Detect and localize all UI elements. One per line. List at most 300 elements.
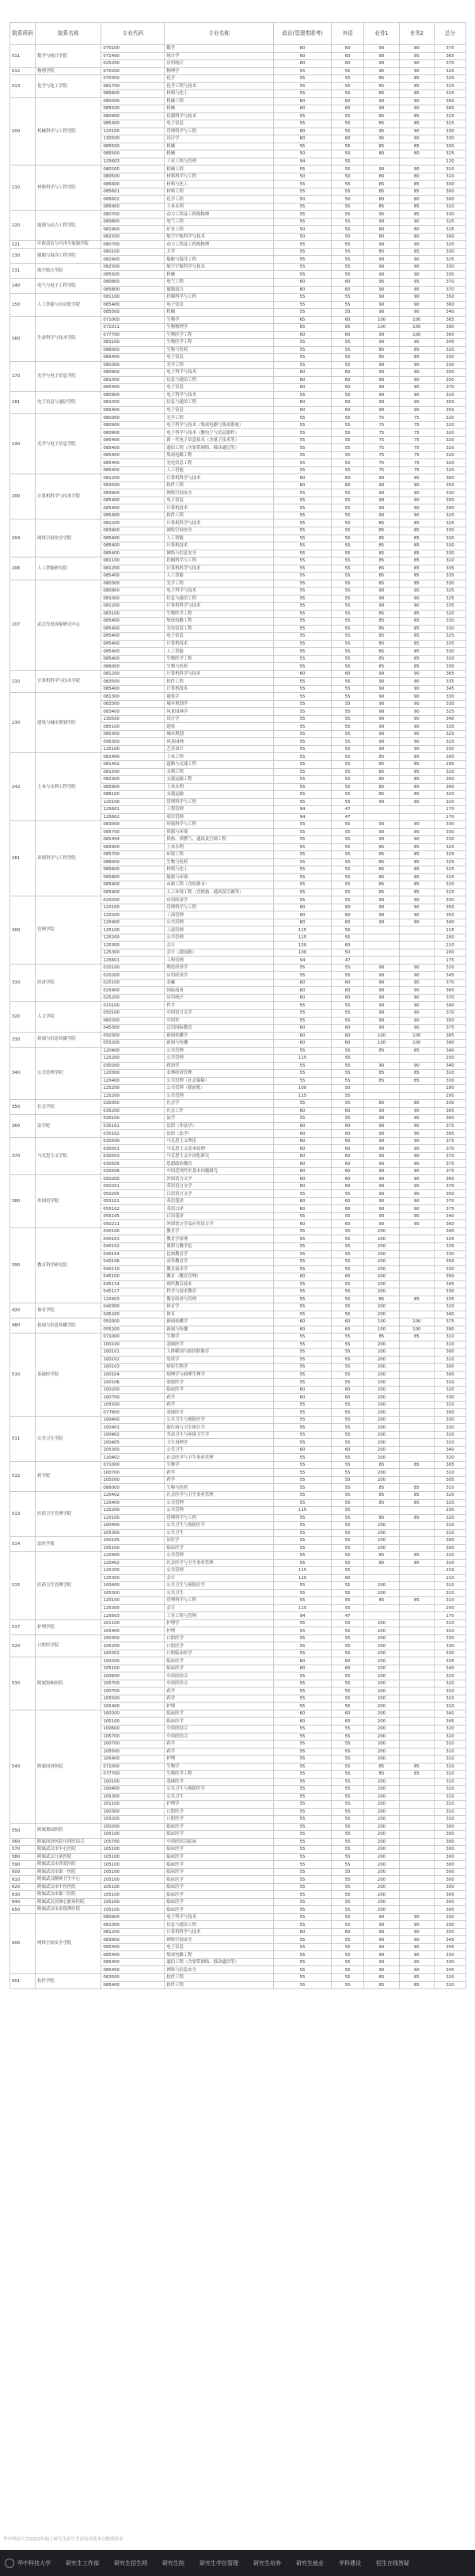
major-code-cell: 125300 bbox=[101, 942, 165, 949]
course2-cell: 100 bbox=[399, 1326, 434, 1334]
course1-cell: 200 bbox=[364, 1416, 399, 1424]
course1-cell: 200 bbox=[364, 1898, 399, 1906]
dept-code-cell: 520 bbox=[10, 1634, 36, 1657]
politics-cell: 60 bbox=[273, 376, 331, 384]
major-code-cell: 085500 bbox=[101, 105, 165, 113]
politics-cell: 55 bbox=[273, 1461, 331, 1469]
total-cell: 330 bbox=[435, 361, 466, 369]
major-code-cell: 083100 bbox=[101, 610, 165, 618]
politics-cell: 60 bbox=[273, 1040, 331, 1048]
major-name-cell: 动力工程及工程热物理 bbox=[165, 211, 274, 219]
total-cell: 310 bbox=[435, 1619, 466, 1627]
total-cell: 300 bbox=[435, 1838, 466, 1846]
course2-cell: 90 bbox=[399, 67, 434, 75]
politics-cell: 55 bbox=[273, 1741, 331, 1748]
politics-cell: 55 bbox=[273, 1891, 331, 1899]
course1-cell bbox=[364, 1567, 399, 1575]
politics-cell: 55 bbox=[273, 391, 331, 399]
course2-cell: 90 bbox=[399, 1921, 434, 1929]
major-code-cell: 030100 bbox=[101, 1115, 165, 1123]
footer-link[interactable]: 招生在线答疑 bbox=[376, 2559, 409, 2566]
foreign-lang-cell: 60 bbox=[332, 60, 364, 68]
course2-cell: 90 bbox=[399, 399, 434, 407]
major-code-cell: 050205 bbox=[101, 1190, 165, 1198]
foreign-lang-cell: 55 bbox=[332, 1529, 364, 1537]
major-code-cell: 081000 bbox=[101, 376, 165, 384]
footer-link[interactable]: 研究生院 bbox=[162, 2559, 184, 2566]
course1-cell: 200 bbox=[364, 1364, 399, 1372]
major-name-cell: 公共卫生 bbox=[165, 1793, 274, 1801]
major-name-cell: 控制科学与工程 bbox=[165, 557, 274, 565]
major-name-cell: 口腔医学 bbox=[165, 1642, 274, 1650]
foreign-lang-cell: 55 bbox=[332, 618, 364, 626]
politics-cell: 55 bbox=[273, 655, 331, 663]
major-code-cell: 105100 bbox=[101, 1718, 165, 1726]
major-code-cell: 083900 bbox=[101, 489, 165, 497]
dept-name-cell: 马克思主义学院 bbox=[36, 1137, 101, 1175]
course2-cell: 80 bbox=[399, 150, 434, 158]
major-code-cell: 125300 bbox=[101, 1604, 165, 1612]
major-name-cell: 信息与通信工程 bbox=[165, 595, 274, 603]
politics-cell: 55 bbox=[273, 836, 331, 844]
course2-cell bbox=[399, 1891, 434, 1899]
course2-cell: 85 bbox=[399, 768, 434, 776]
foreign-lang-cell: 55 bbox=[332, 821, 364, 829]
dept-name-cell: 航空航天学院 bbox=[36, 263, 101, 278]
politics-cell: 55 bbox=[273, 715, 331, 723]
dept-name-cell: 网络空间安全学院 bbox=[36, 1913, 101, 1973]
foreign-lang-cell: 55 bbox=[332, 1250, 364, 1258]
course2-cell: 85 bbox=[399, 550, 434, 557]
foreign-lang-cell: 55 bbox=[332, 1070, 364, 1078]
major-code-cell: 040104 bbox=[101, 1250, 165, 1258]
course1-cell: 90 bbox=[364, 1115, 399, 1123]
total-cell: 360 bbox=[435, 1115, 466, 1123]
foreign-lang-cell: 55 bbox=[332, 1831, 364, 1839]
course1-cell: 200 bbox=[364, 1876, 399, 1884]
major-code-cell: 105200 bbox=[101, 1816, 165, 1824]
course1-cell: 100 bbox=[364, 316, 399, 324]
course1-cell bbox=[364, 1055, 399, 1063]
major-code-cell: 025200 bbox=[101, 994, 165, 1002]
major-name-cell: 哲学 bbox=[165, 1002, 274, 1010]
politics-cell: 55 bbox=[273, 1100, 331, 1108]
total-cell: 320 bbox=[435, 1499, 466, 1507]
politics-cell: 55 bbox=[273, 1868, 331, 1876]
course1-cell: 85 bbox=[364, 565, 399, 573]
major-name-cell: 公共管理 bbox=[165, 934, 274, 942]
course1-cell: 85 bbox=[364, 610, 399, 618]
foreign-lang-cell: 60 bbox=[332, 1574, 364, 1582]
dept-code-cell: 570 bbox=[10, 1846, 36, 1854]
foreign-lang-cell: 55 bbox=[332, 1823, 364, 1831]
foreign-lang-cell: 55 bbox=[332, 512, 364, 519]
total-cell: 330 bbox=[435, 1250, 466, 1258]
course2-cell bbox=[399, 1250, 434, 1258]
course2-cell: 90 bbox=[399, 218, 434, 226]
foreign-lang-cell: 55 bbox=[332, 1974, 364, 1982]
politics-cell: 55 bbox=[273, 633, 331, 641]
total-cell: 330 bbox=[435, 354, 466, 362]
course2-cell bbox=[399, 1085, 434, 1093]
total-cell: 330 bbox=[435, 1951, 466, 1959]
table-row bbox=[10, 316, 466, 324]
dept-code-cell: 190 bbox=[10, 414, 36, 474]
politics-cell: 60 bbox=[273, 1273, 331, 1281]
course2-cell: 90 bbox=[399, 715, 434, 723]
footer-link[interactable]: 研究生就业 bbox=[296, 2559, 324, 2566]
major-code-cell: 050100 bbox=[101, 1010, 165, 1018]
course2-cell bbox=[399, 1394, 434, 1402]
table-row bbox=[10, 1868, 466, 1876]
course1-cell: 200 bbox=[364, 1853, 399, 1861]
foreign-lang-cell: 55 bbox=[332, 1642, 364, 1650]
course1-cell: 200 bbox=[364, 1431, 399, 1439]
major-code-cell: 085400 bbox=[101, 120, 165, 128]
politics-cell: 55 bbox=[273, 75, 331, 83]
course1-cell: 90 bbox=[364, 166, 399, 173]
dept-name-cell: 社会学院 bbox=[36, 1100, 101, 1115]
total-cell: 360 bbox=[435, 1220, 466, 1228]
foreign-lang-cell: 47 bbox=[332, 1612, 364, 1620]
major-code-cell: 045114 bbox=[101, 1280, 165, 1288]
course2-cell bbox=[399, 1838, 434, 1846]
politics-cell: 55 bbox=[273, 1544, 331, 1552]
course1-cell: 90 bbox=[364, 45, 399, 53]
course2-cell bbox=[399, 1672, 434, 1680]
foreign-lang-cell: 55 bbox=[332, 1695, 364, 1703]
politics-cell: 55 bbox=[273, 489, 331, 497]
politics-cell: 55 bbox=[273, 346, 331, 354]
politics-cell: 115 bbox=[273, 927, 331, 934]
dept-code-cell: 350 bbox=[10, 1100, 36, 1115]
course2-cell: 90 bbox=[399, 376, 434, 384]
foreign-lang-cell: 55 bbox=[332, 256, 364, 264]
course2-cell bbox=[399, 813, 434, 821]
major-code-cell: 085400 bbox=[101, 1943, 165, 1951]
total-cell: 320 bbox=[435, 1733, 466, 1741]
table-row bbox=[10, 821, 466, 829]
major-code-cell: 077700 bbox=[101, 331, 165, 339]
politics-cell: 60 bbox=[273, 384, 331, 392]
foreign-lang-cell: 55 bbox=[332, 1242, 364, 1250]
major-name-cell: 法医学 bbox=[165, 1537, 274, 1545]
foreign-lang-cell: 55 bbox=[332, 1492, 364, 1500]
major-name-cell: 设计学 bbox=[165, 135, 274, 143]
dept-code-cell: 200 bbox=[10, 474, 36, 519]
total-cell: 320 bbox=[435, 429, 466, 437]
dept-code-cell: 640 bbox=[10, 1898, 36, 1906]
foreign-lang-cell: 55 bbox=[332, 1522, 364, 1530]
major-code-cell: 083400 bbox=[101, 708, 165, 716]
major-code-cell: 100106 bbox=[101, 1379, 165, 1387]
course2-cell bbox=[399, 1227, 434, 1235]
politics-cell: 55 bbox=[273, 776, 331, 784]
politics-cell: 55 bbox=[273, 256, 331, 264]
course2-cell: 90 bbox=[399, 1130, 434, 1138]
course1-cell: 75 bbox=[364, 451, 399, 459]
politics-cell: 60 bbox=[273, 987, 331, 995]
course1-cell: 90 bbox=[364, 1002, 399, 1010]
footer-link[interactable]: 研究生招生网 bbox=[114, 2559, 147, 2566]
politics-cell: 115 bbox=[273, 1604, 331, 1612]
dept-code-cell: 530 bbox=[10, 1657, 36, 1710]
major-code-cell: 070100 bbox=[101, 45, 165, 53]
table-row bbox=[10, 75, 466, 83]
dept-name-cell: 能源与动力工程学院 bbox=[36, 211, 101, 241]
major-code-cell: 083000 bbox=[101, 821, 165, 829]
total-cell: 330 bbox=[435, 821, 466, 829]
course1-cell: 200 bbox=[364, 1891, 399, 1899]
politics-cell: 55 bbox=[273, 972, 331, 980]
total-cell: 310 bbox=[435, 1582, 466, 1590]
politics-cell: 55 bbox=[273, 648, 331, 656]
table-row bbox=[10, 1115, 466, 1123]
major-code-cell: 085400 bbox=[101, 504, 165, 512]
course2-cell bbox=[399, 1356, 434, 1364]
course1-cell: 90 bbox=[364, 693, 399, 701]
major-code-cell: 100200 bbox=[101, 1823, 165, 1831]
major-name-cell: 流行病与卫生统计学 bbox=[165, 1424, 274, 1432]
major-name-cell: 生物学 bbox=[165, 1461, 274, 1469]
course1-cell: 90 bbox=[364, 384, 399, 392]
total-cell: 360 bbox=[435, 331, 466, 339]
course2-cell bbox=[399, 1906, 434, 1914]
politics-cell: 60 bbox=[273, 1197, 331, 1205]
course1-cell: 85 bbox=[364, 858, 399, 866]
major-name-cell: 生物学 bbox=[165, 1763, 274, 1771]
major-code-cell: 105700 bbox=[101, 1680, 165, 1688]
major-code-cell: 120402 bbox=[101, 1559, 165, 1567]
politics-cell: 55 bbox=[273, 821, 331, 829]
total-cell: 300 bbox=[435, 1544, 466, 1552]
major-code-cell: 100405 bbox=[101, 1439, 165, 1447]
course1-cell: 200 bbox=[364, 1619, 399, 1627]
politics-cell: 55 bbox=[273, 1227, 331, 1235]
dept-code-cell: 181 bbox=[10, 391, 36, 414]
major-code-cell: 081200 bbox=[101, 670, 165, 678]
major-code-cell: 105500 bbox=[101, 1476, 165, 1484]
course2-cell: 90 bbox=[399, 1115, 434, 1123]
total-cell: 370 bbox=[435, 994, 466, 1002]
politics-cell: 55 bbox=[273, 1424, 331, 1432]
major-code-cell: 085400 bbox=[101, 542, 165, 550]
total-cell: 320 bbox=[435, 451, 466, 459]
foreign-lang-cell: 55 bbox=[332, 595, 364, 603]
total-cell: 310 bbox=[435, 1688, 466, 1695]
major-name-cell: 网络空间安全 bbox=[165, 489, 274, 497]
course1-cell: 85 bbox=[364, 203, 399, 211]
major-code-cell: 080900 bbox=[101, 429, 165, 437]
footer-link[interactable]: 研究生培养 bbox=[253, 2559, 281, 2566]
major-code-cell: 085400 bbox=[101, 406, 165, 414]
major-name-cell: 网络与信息安全 bbox=[165, 1966, 274, 1974]
course2-cell bbox=[399, 1522, 434, 1530]
total-cell: 180 bbox=[435, 1085, 466, 1093]
total-cell: 350 bbox=[435, 1273, 466, 1281]
table-row bbox=[10, 391, 466, 399]
course2-cell: 85 bbox=[399, 557, 434, 565]
politics-cell: 55 bbox=[273, 1077, 331, 1085]
politics-cell: 55 bbox=[273, 1672, 331, 1680]
dept-name-cell: 土木与水利工程学院 bbox=[36, 753, 101, 821]
course2-cell bbox=[399, 1619, 434, 1627]
major-code-cell: 105400 bbox=[101, 1703, 165, 1710]
course1-cell: 90 bbox=[364, 286, 399, 294]
course2-cell: 90 bbox=[399, 828, 434, 836]
politics-cell: 55 bbox=[273, 1364, 331, 1372]
major-name-cell: 工商管理 bbox=[165, 911, 274, 919]
politics-cell: 55 bbox=[273, 573, 331, 580]
course1-cell: 85 bbox=[364, 1552, 399, 1560]
table-row bbox=[10, 241, 466, 249]
total-cell: 320 bbox=[435, 535, 466, 542]
major-name-cell: 光学工程 bbox=[165, 580, 274, 588]
major-name-cell: 计算机技术 bbox=[165, 640, 274, 648]
major-name-cell: 公共管理（提前批） bbox=[165, 1085, 274, 1093]
major-code-cell: 085400 bbox=[101, 655, 165, 663]
politics-cell: 55 bbox=[273, 1349, 331, 1356]
course2-cell bbox=[399, 1574, 434, 1582]
course2-cell bbox=[399, 1725, 434, 1733]
dept-code-cell: 513 bbox=[10, 1492, 36, 1537]
course2-cell: 90 bbox=[399, 738, 434, 746]
course1-cell: 95 bbox=[364, 135, 399, 143]
total-cell: 200 bbox=[435, 1604, 466, 1612]
course2-cell: 75 bbox=[399, 421, 434, 429]
major-name-cell: 航空宇航科学与技术 bbox=[165, 263, 274, 271]
course1-cell: 90 bbox=[364, 1062, 399, 1070]
politics-cell: 55 bbox=[273, 1876, 331, 1884]
course1-cell bbox=[364, 813, 399, 821]
foreign-lang-cell: 55 bbox=[332, 888, 364, 896]
foreign-lang-cell: 55 bbox=[332, 361, 364, 369]
course2-cell bbox=[399, 1476, 434, 1484]
footer-link[interactable]: 华中科技大学 bbox=[17, 2559, 51, 2566]
foreign-lang-cell: 55 bbox=[332, 1416, 364, 1424]
course1-cell: 200 bbox=[364, 1537, 399, 1545]
politics-cell: 60 bbox=[273, 1710, 331, 1718]
dept-code-cell: 100 bbox=[10, 97, 36, 166]
major-name-cell: 控制科学与工程 bbox=[165, 294, 274, 302]
total-cell: 310 bbox=[435, 1356, 466, 1364]
major-name-cell: 电气工程 bbox=[165, 218, 274, 226]
major-code-cell: 085400 bbox=[101, 436, 165, 444]
foreign-lang-cell: 60 bbox=[332, 1160, 364, 1168]
politics-cell: 55 bbox=[273, 1062, 331, 1070]
course1-cell: 200 bbox=[364, 1446, 399, 1454]
dept-name-cell: 船舶与海洋工程学院 bbox=[36, 248, 101, 263]
course1-cell: 200 bbox=[364, 1725, 399, 1733]
foreign-lang-cell: 55 bbox=[332, 1763, 364, 1771]
total-cell: 375 bbox=[435, 1167, 466, 1175]
total-cell: 320 bbox=[435, 610, 466, 618]
major-code-cell: 085900 bbox=[101, 843, 165, 851]
dept-code-cell: 390 bbox=[10, 1227, 36, 1303]
total-cell: 300 bbox=[435, 1868, 466, 1876]
foreign-lang-cell: 55 bbox=[332, 1212, 364, 1220]
course1-cell: 85 bbox=[364, 248, 399, 256]
course2-cell: 85 bbox=[399, 542, 434, 550]
foreign-lang-cell: 55 bbox=[332, 112, 364, 120]
major-name-cell: 公共管理 bbox=[165, 1567, 274, 1575]
major-code-cell: 100100 bbox=[101, 1341, 165, 1349]
politics-cell: 55 bbox=[273, 203, 331, 211]
course2-cell: 90 bbox=[399, 723, 434, 731]
major-name-cell: 公共管理 bbox=[165, 1055, 274, 1063]
course2-cell: 85 bbox=[399, 1597, 434, 1605]
total-cell: 370 bbox=[435, 1145, 466, 1153]
politics-cell: 55 bbox=[273, 1047, 331, 1055]
politics-cell: 55 bbox=[273, 1823, 331, 1831]
table-body bbox=[10, 45, 466, 1989]
footer-link[interactable]: 研究生工作部 bbox=[66, 2559, 99, 2566]
footer-link[interactable]: 学科建设 bbox=[339, 2559, 361, 2566]
course1-cell: 85 bbox=[364, 783, 399, 791]
course2-cell: 100 bbox=[399, 1040, 434, 1048]
politics-cell: 55 bbox=[273, 1552, 331, 1560]
total-cell: 335 bbox=[435, 640, 466, 648]
foreign-lang-cell: 60 bbox=[332, 474, 364, 482]
politics-cell: 55 bbox=[273, 1529, 331, 1537]
course2-cell: 85 bbox=[399, 90, 434, 98]
foreign-lang-cell: 55 bbox=[332, 1906, 364, 1914]
course2-cell: 90 bbox=[399, 294, 434, 302]
major-name-cell: 公共卫生 bbox=[165, 1446, 274, 1454]
major-name-cell: 马克思主义中国化研究 bbox=[165, 1152, 274, 1160]
table-row bbox=[10, 1838, 466, 1846]
course2-cell: 85 bbox=[399, 1981, 434, 1989]
major-code-cell: 105700 bbox=[101, 1838, 165, 1846]
course1-cell: 200 bbox=[364, 1846, 399, 1854]
course1-cell: 200 bbox=[364, 1627, 399, 1635]
politics-cell: 65 bbox=[273, 324, 331, 332]
total-cell: 300 bbox=[435, 1831, 466, 1839]
major-name-cell: 机械工程 bbox=[165, 166, 274, 173]
course1-cell: 85 bbox=[364, 1334, 399, 1341]
total-cell: 325 bbox=[435, 218, 466, 226]
major-code-cell: 100300 bbox=[101, 1808, 165, 1816]
foreign-lang-cell: 55 bbox=[332, 1786, 364, 1794]
course1-cell: 200 bbox=[364, 1235, 399, 1243]
major-code-cell: 083500 bbox=[101, 481, 165, 489]
course2-cell bbox=[399, 1612, 434, 1620]
foreign-lang-cell: 60 bbox=[332, 481, 364, 489]
major-code-cell: 105300 bbox=[101, 1446, 165, 1454]
total-cell: 370 bbox=[435, 286, 466, 294]
table-row bbox=[10, 1913, 466, 1921]
politics-cell: 94 bbox=[273, 158, 331, 166]
course2-cell: 85 bbox=[399, 143, 434, 150]
major-name-cell: 生物学 bbox=[165, 316, 274, 324]
total-cell: 345 bbox=[435, 1718, 466, 1726]
major-code-cell: 100200 bbox=[101, 1657, 165, 1665]
total-cell: 310 bbox=[435, 1597, 466, 1605]
footer-link[interactable]: 研究生学位管理 bbox=[200, 2559, 238, 2566]
course2-cell bbox=[399, 1439, 434, 1447]
course2-cell: 75 bbox=[399, 436, 434, 444]
total-cell: 345 bbox=[435, 972, 466, 980]
dept-code-cell: 012 bbox=[10, 67, 36, 75]
dept-name-cell: 人文学院 bbox=[36, 1002, 101, 1032]
major-name-cell: 临床医学 bbox=[165, 1718, 274, 1726]
course2-cell: 80 bbox=[399, 226, 434, 234]
major-code-cell: 085400 bbox=[101, 550, 165, 557]
major-code-cell: 040106 bbox=[101, 1258, 165, 1266]
total-cell: 365 bbox=[435, 1107, 466, 1115]
major-name-cell: 人工智能 bbox=[165, 648, 274, 656]
major-name-cell: 材料科学与工程 bbox=[165, 173, 274, 181]
